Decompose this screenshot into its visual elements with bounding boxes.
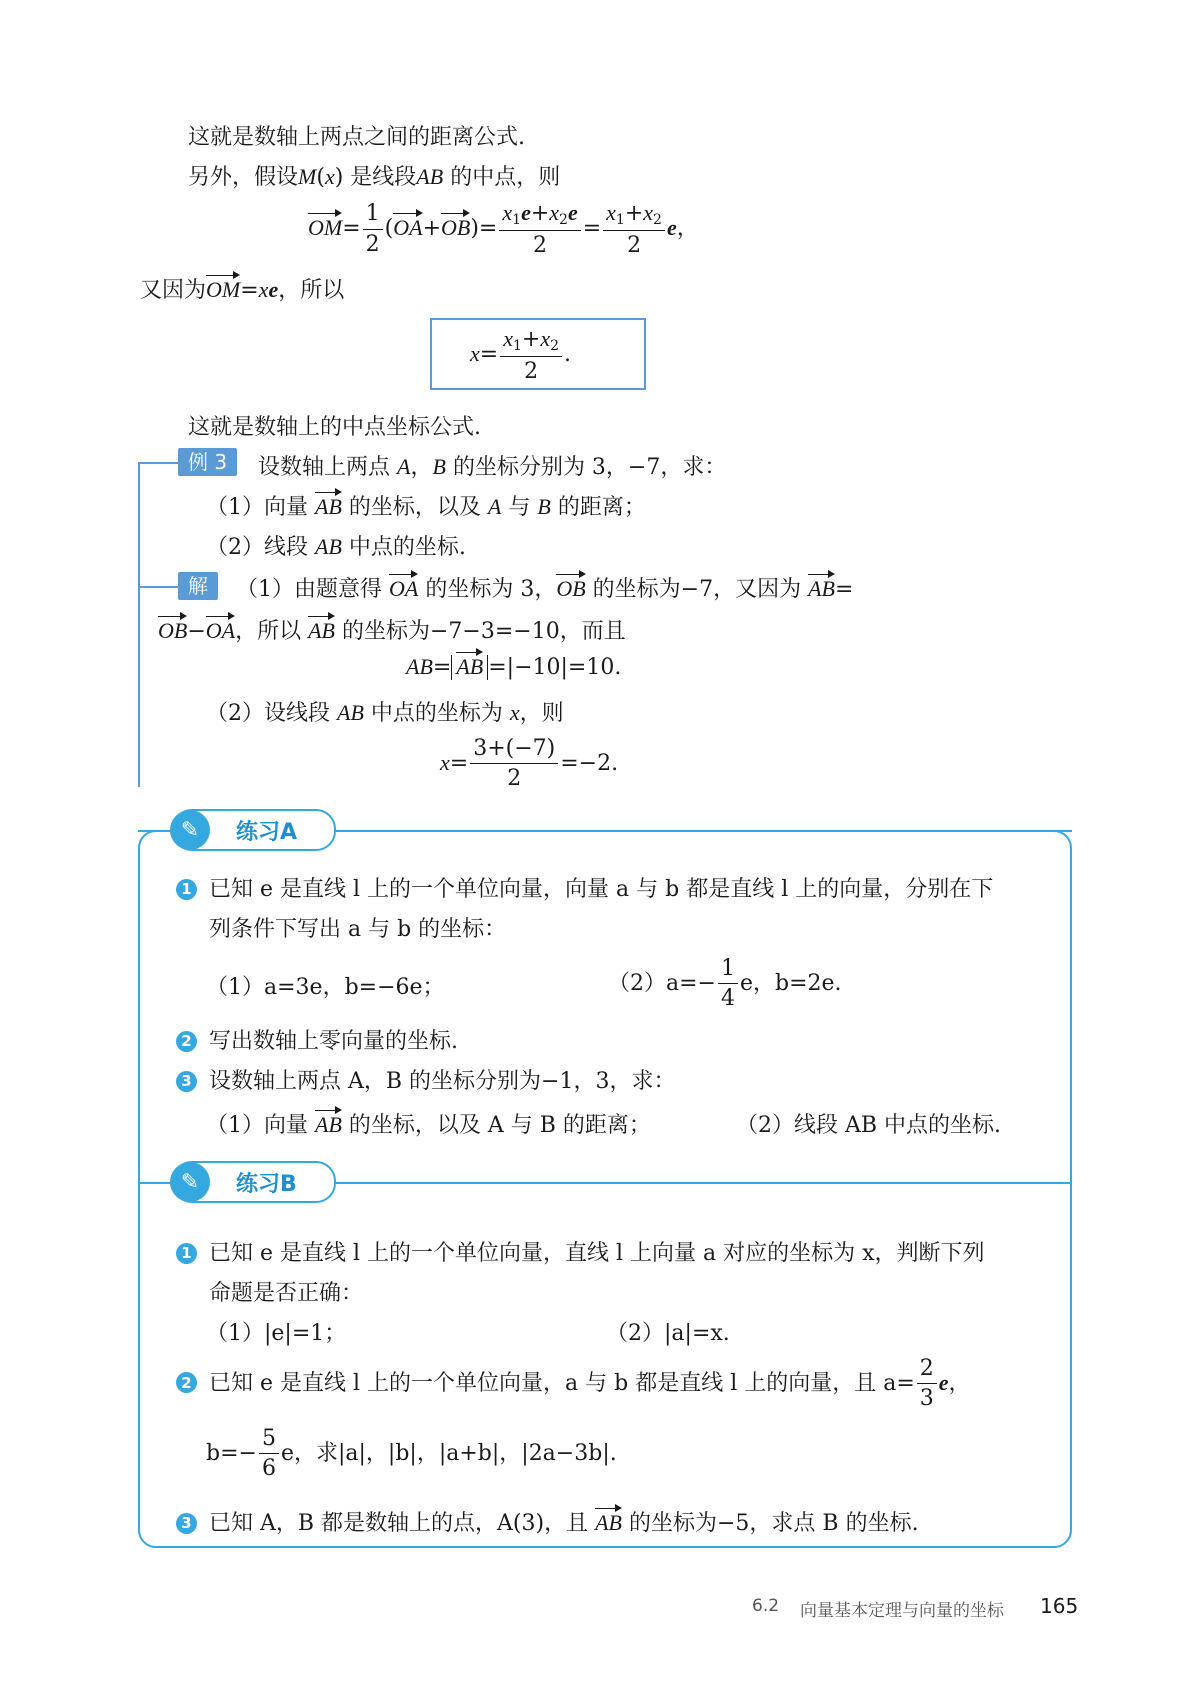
solution-line-3: AB= AB =|−10|=10. [406, 654, 622, 680]
question-number-1: 1 [176, 879, 197, 900]
practice-b-q1-line-2: 命题是否正确： [209, 1281, 364, 1306]
footer-section-number: 6.2 [752, 1596, 780, 1616]
pencil-icon: ✎ [170, 1162, 210, 1202]
example-tag: 例 3 [178, 448, 237, 476]
solution-line-4: （2）设线段 AB 中点的坐标为 x，则 [206, 700, 564, 726]
practice-b-q2-line-2: b=− $\frac{5}{6}$ e，求|a|，|b|，|a+b|，|2a−3b|. [206, 1426, 617, 1482]
practice-a-q1-line-1: 1 已知 e 是直线 l 上的一个单位向量，向量 a 与 b 都是直线 l 上的向量，分别在下 [176, 872, 993, 903]
practice-b-q3: 3 已知 A，B 都是数轴上的点，A(3)，且 AB 的坐标为−5，求点 B 的坐标. [176, 1506, 919, 1537]
page-number: 165 [1040, 1594, 1079, 1618]
practice-b-header: ✎ 练习B [172, 1161, 336, 1203]
intro-line-4: 这就是数轴上的中点坐标公式. [188, 415, 481, 440]
example-statement: 设数轴上两点 A，B 的坐标分别为 3，−7，求： [258, 454, 727, 480]
practice-a-q1-line-2: 列条件下写出 a 与 b 的坐标： [209, 917, 507, 942]
solution-tick [138, 586, 178, 588]
practice-a-header: ✎ 练习A [172, 809, 336, 851]
midpoint-formula: x= $\frac{x_1+x_2}{2}$ . [470, 326, 572, 385]
solution-tag: 解 [178, 572, 218, 600]
solution-line-2: OB−OA，所以 AB 的坐标为−7−3=−10，而且 [158, 618, 626, 644]
intro-line-1: 这就是数轴上两点之间的距离公式. [188, 125, 525, 150]
practice-a-q1-part-1: （1）a=3e，b=−6e； [206, 975, 445, 1000]
midpoint-vector-formula: OM= $\frac{1}{2}$ (OA+OB)= $\frac{x_1e+x_2e}{2}$ = $\frac{x_1+x_2}{2}$ e， [308, 200, 699, 259]
practice-a-q3: 3 设数轴上两点 A，B 的坐标分别为−1，3，求： [176, 1064, 675, 1095]
practice-b-q1-part-1: （1）|e|=1； [206, 1321, 347, 1346]
practice-b-q1-part-2: （2）|a|=x. [606, 1321, 730, 1346]
example-bracket-line [138, 462, 140, 787]
practice-a-q3-part-2: （2）线段 AB 中点的坐标. [736, 1113, 1002, 1138]
question-number-3: 3 [176, 1513, 197, 1534]
example-tick [138, 462, 178, 464]
question-number-2: 2 [176, 1031, 197, 1052]
solution-line-5: x= $\frac{3+(-7)}{2}$ =−2. [440, 736, 619, 792]
example-question-2: （2）线段 AB 中点的坐标. [206, 534, 466, 560]
question-number-3: 3 [176, 1071, 197, 1092]
intro-line-2: 另外，假设M(x) 是线段AB 的中点，则 [188, 164, 561, 190]
practice-a-q1-part-2: （2）a=− $\frac{1}{4}$ e，b=2e. [608, 956, 842, 1012]
question-number-2: 2 [176, 1372, 197, 1393]
practice-b-q2-line-1: 2 已知 e 是直线 l 上的一个单位向量，a 与 b 都是直线 l 上的向量，且 a= $\frac{2}{3}$ e， [176, 1356, 971, 1412]
practice-a-q2: 2 写出数轴上零向量的坐标. [176, 1024, 458, 1055]
pencil-icon: ✎ [170, 810, 210, 850]
example-question-1: （1）向量 AB 的坐标，以及 A 与 B 的距离； [206, 494, 646, 520]
solution-line-1: （1）由题意得 OA 的坐标为 3，OB 的坐标为−7，又因为 AB= [236, 576, 854, 602]
practice-b-q1-line-1: 1 已知 e 是直线 l 上的一个单位向量，直线 l 上向量 a 对应的坐标为 x，判断下列 [176, 1236, 985, 1267]
question-number-1: 1 [176, 1243, 197, 1264]
practice-a-q3-part-1: （1）向量 AB 的坐标，以及 A 与 B 的距离； [206, 1112, 651, 1138]
intro-line-3: 又因为OM=xe，所以 [140, 277, 345, 303]
footer-chapter-title: 向量基本定理与向量的坐标 [800, 1601, 1004, 1621]
